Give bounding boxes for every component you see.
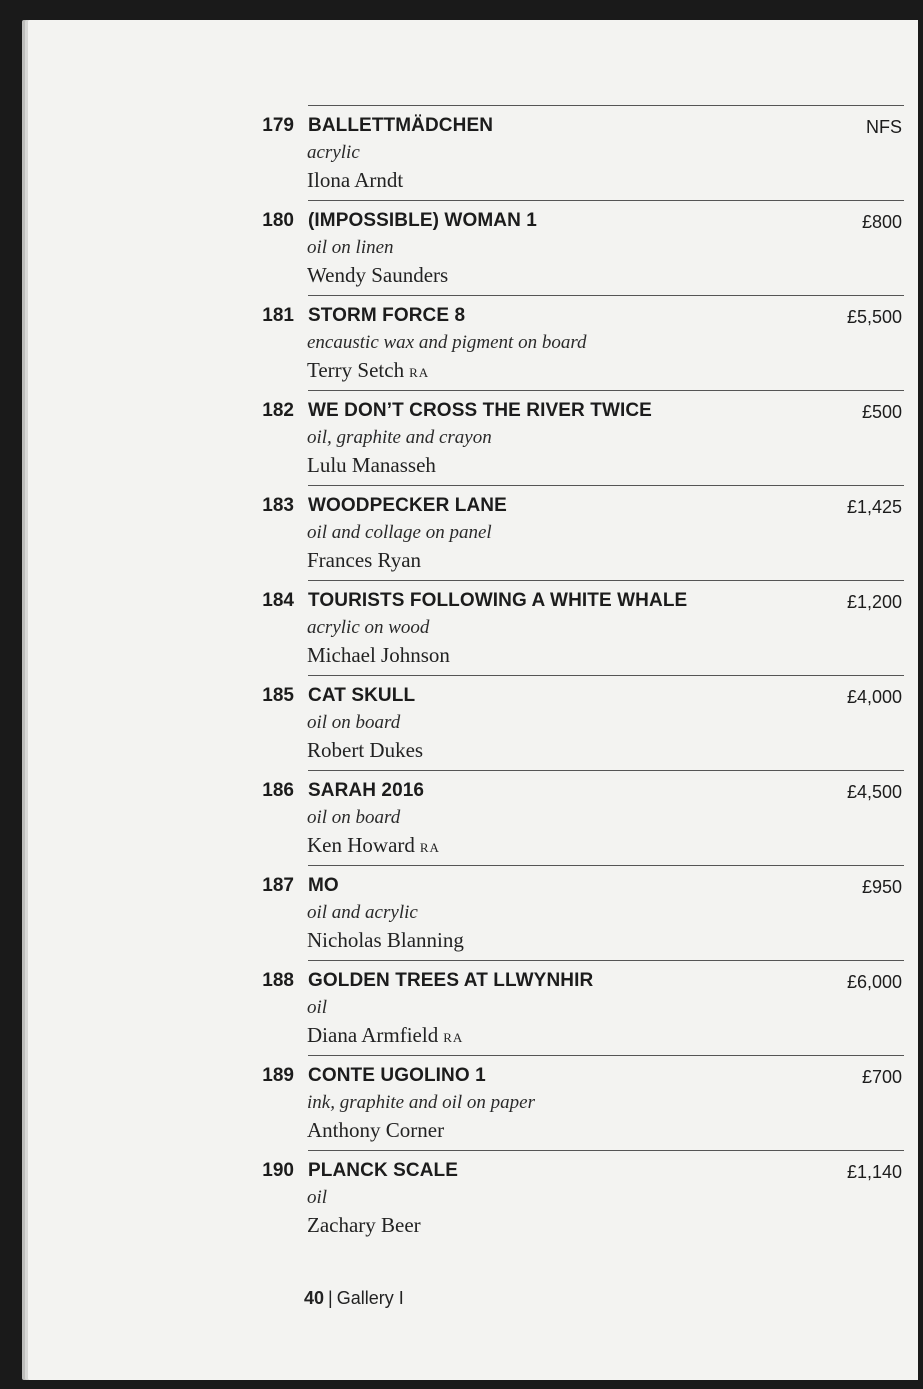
catalogue-entry <box>28 960 918 1055</box>
entry-title: CAT SKULL <box>308 685 416 706</box>
entry-price: £1,200 <box>846 592 902 612</box>
entry-price: £1,425 <box>846 497 902 517</box>
entry-number: 189 <box>262 1065 294 1086</box>
entry-artist <box>307 548 426 573</box>
entry-artist <box>307 1118 449 1143</box>
catalogue-entry <box>28 1055 918 1150</box>
entry-medium: oil <box>307 997 328 1018</box>
ra-suffix: RA <box>443 1030 464 1045</box>
entry-title: MO <box>308 875 339 896</box>
entry-medium: oil and collage on panel <box>307 522 492 543</box>
artist-name: Wendy Saunders <box>307 263 449 287</box>
entry-number: 179 <box>262 115 294 136</box>
entry-divider <box>308 580 904 581</box>
entry-number: 187 <box>262 875 294 896</box>
page-number: 40 <box>304 1288 325 1308</box>
entry-divider <box>308 1055 904 1056</box>
catalogue-entry <box>28 485 918 580</box>
entry-number: 182 <box>262 400 294 421</box>
entry-number: 183 <box>262 495 294 516</box>
entry-title: (IMPOSSIBLE) WOMAN 1 <box>308 210 537 231</box>
entry-price: £950 <box>861 877 902 897</box>
artist-name: Anthony Corner <box>307 1118 445 1142</box>
entry-title: WOODPECKER LANE <box>308 495 507 516</box>
catalogue-entry <box>28 105 918 200</box>
artist-name: Ilona Arndt <box>307 168 404 192</box>
entry-price: £800 <box>861 212 902 232</box>
catalogue-entry <box>28 865 918 960</box>
entry-medium: encaustic wax and pigment on board <box>307 332 587 353</box>
entry-title: STORM FORCE 8 <box>308 305 466 326</box>
artist-name: Robert Dukes <box>307 738 424 762</box>
entry-price: £5,500 <box>846 307 902 327</box>
entry-medium: oil <box>307 1187 328 1208</box>
artist-name: Ken Howard <box>307 833 415 857</box>
entry-artist <box>307 1023 463 1048</box>
entry-number: 181 <box>262 305 294 326</box>
entry-price: £500 <box>861 402 902 422</box>
entry-medium: ink, graphite and oil on paper <box>307 1092 535 1113</box>
catalogue-entry <box>28 295 918 390</box>
entry-medium: acrylic on wood <box>307 617 430 638</box>
entry-artist <box>307 643 455 668</box>
entry-price: £6,000 <box>846 972 902 992</box>
entry-artist <box>307 358 429 383</box>
entry-number: 186 <box>262 780 294 801</box>
entry-divider <box>308 675 904 676</box>
entry-artist <box>307 263 453 288</box>
entry-artist <box>307 168 408 193</box>
entry-title: TOURISTS FOLLOWING A WHITE WHALE <box>308 590 688 611</box>
entry-medium: oil on board <box>307 807 401 828</box>
entry-title: PLANCK SCALE <box>308 1160 459 1181</box>
entry-medium: acrylic <box>307 142 360 163</box>
page-footer <box>304 1288 404 1309</box>
entry-artist <box>307 738 428 763</box>
entry-number: 180 <box>262 210 294 231</box>
entry-price: £700 <box>861 1067 902 1087</box>
artist-name: Zachary Beer <box>307 1213 421 1237</box>
entry-number: 188 <box>262 970 294 991</box>
entry-title: SARAH 2016 <box>308 780 425 801</box>
entry-artist <box>307 1213 426 1238</box>
entry-divider <box>308 390 904 391</box>
entry-medium: oil on linen <box>307 237 394 258</box>
entry-title: BALLETTMÄDCHEN <box>308 115 494 136</box>
entry-number: 185 <box>262 685 294 706</box>
entry-divider <box>308 295 904 296</box>
entry-title: WE DON’T CROSS THE RIVER TWICE <box>308 400 652 421</box>
entry-price: £1,140 <box>846 1162 902 1182</box>
entry-price: £4,500 <box>846 782 902 802</box>
catalogue-page <box>28 20 918 1380</box>
gallery-name: Gallery I <box>336 1288 404 1308</box>
entry-medium: oil and acrylic <box>307 902 418 923</box>
catalogue-entry <box>28 390 918 485</box>
artist-name: Terry Setch <box>307 358 405 382</box>
footer-separator: | <box>328 1288 333 1308</box>
entry-medium: oil on board <box>307 712 401 733</box>
entry-divider <box>308 200 904 201</box>
entry-price: NFS <box>866 117 902 137</box>
entry-artist <box>307 928 469 953</box>
ra-suffix: RA <box>419 840 440 855</box>
catalogue-entry <box>28 580 918 675</box>
entry-artist <box>307 833 440 858</box>
entry-price: £4,000 <box>846 687 902 707</box>
artist-name: Diana Armfield <box>307 1023 439 1047</box>
catalogue-entry <box>28 1150 918 1245</box>
artist-name: Frances Ryan <box>307 548 422 572</box>
entry-divider <box>308 865 904 866</box>
ra-suffix: RA <box>409 365 430 380</box>
artist-name: Nicholas Blanning <box>307 928 464 952</box>
artist-name: Michael Johnson <box>307 643 450 667</box>
entry-artist <box>307 453 441 478</box>
entry-medium: oil, graphite and crayon <box>307 427 492 448</box>
entry-number: 190 <box>262 1160 294 1181</box>
entry-title: CONTE UGOLINO 1 <box>308 1065 486 1086</box>
entry-divider <box>308 105 904 106</box>
entry-divider <box>308 770 904 771</box>
artist-name: Lulu Manasseh <box>307 453 436 477</box>
entry-number: 184 <box>262 590 294 611</box>
catalogue-entry <box>28 675 918 770</box>
entry-divider <box>308 960 904 961</box>
entry-divider <box>308 1150 904 1151</box>
entry-divider <box>308 485 904 486</box>
catalogue-entry <box>28 770 918 865</box>
catalogue-entry <box>28 200 918 295</box>
entry-title: GOLDEN TREES AT LLWYNHIR <box>308 970 594 991</box>
